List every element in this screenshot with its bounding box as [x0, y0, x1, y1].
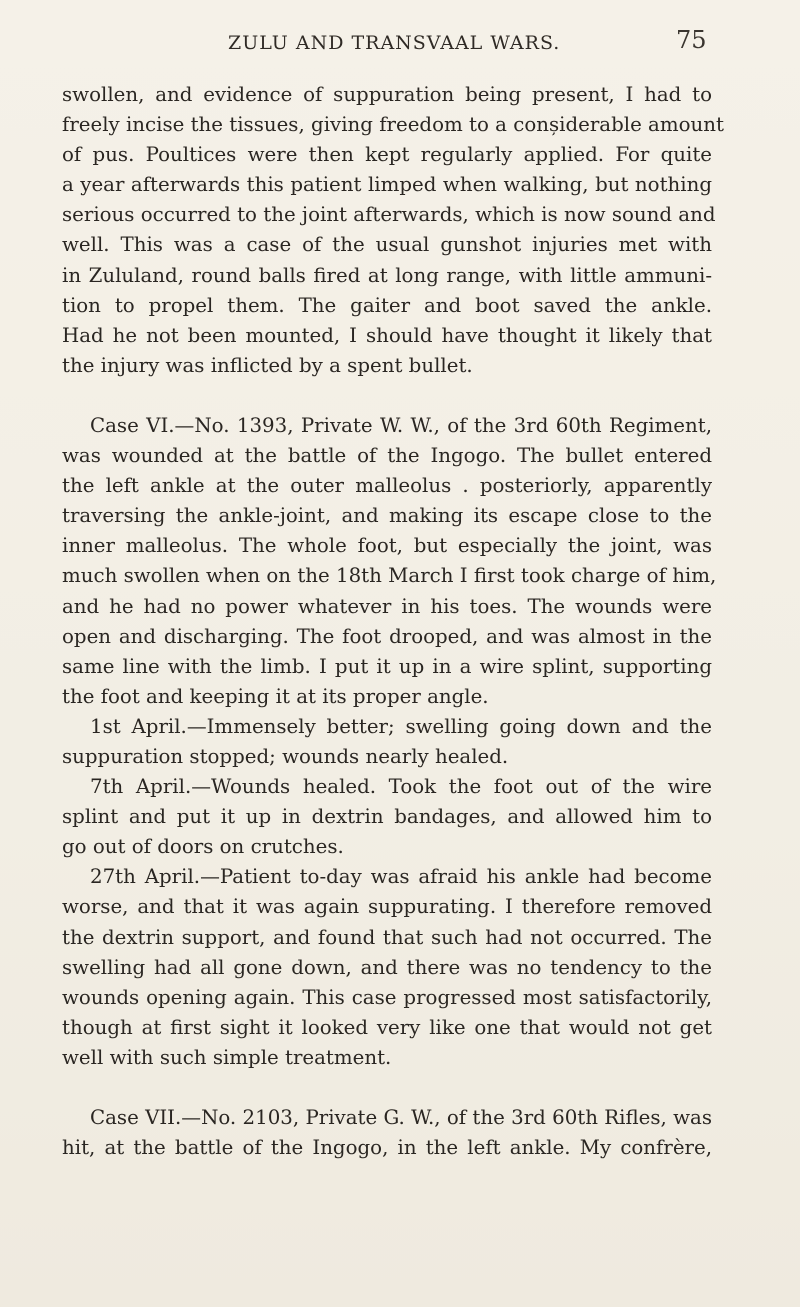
- text-line: suppuration stopped; wounds nearly healed.: [62, 744, 509, 768]
- text-line: 27th April.—Patient to-day was afraid his ankle had become: [90, 865, 712, 889]
- text-line: hit, at the battle of the Ingogo, in the left ankle. My confrère,: [62, 1136, 712, 1160]
- text-line: swollen, and evidence of suppuration being present, I had to: [62, 83, 712, 106]
- april-27-entry: [62, 862, 712, 1073]
- text-line: same line with the limb. I put it up in a wire splint, supporting: [62, 654, 712, 678]
- text-line: Case VI.—No. 1393, Private W. W., of the 3rd 60th Regiment,: [90, 413, 712, 437]
- text-line: though at first sight it looked very like one that would not get: [62, 1015, 712, 1039]
- text-line: much swollen when on the 18th March I first took charge of him,: [62, 564, 717, 588]
- running-head: ZULU AND TRANSVAAL WARS.: [228, 32, 561, 54]
- text-line: a year afterwards this patient limped when walking, but nothing: [62, 173, 712, 197]
- text-line: inner malleolus. The whole foot, but especially the joint, was: [62, 534, 712, 558]
- text-line: go out of doors on crutches.: [62, 835, 344, 859]
- text-line: wounds opening again. This case progressed most satisfactorily,: [62, 985, 712, 1009]
- text-line: 7th April.—Wounds healed. Took the foot out of the wire: [90, 775, 712, 799]
- text-line: tion to propel them. The gaiter and boot saved the ankle.: [62, 293, 712, 317]
- text-line: serious occurred to the joint afterwards, which is now sound and: [62, 203, 716, 227]
- april-1-entry: [62, 712, 712, 772]
- text-line: swelling had all gone down, and there was no tendency to the: [62, 955, 712, 979]
- text-line: of pus. Poultices were then kept regularly applied. For quite: [62, 143, 712, 167]
- text-line: splint and put it up in dextrin bandages, and allowed him to: [62, 805, 712, 829]
- text-line: well. This was a case of the usual gunshot injuries met with: [62, 233, 712, 257]
- text-line: was wounded at the battle of the Ingogo. The bullet entered: [62, 444, 712, 468]
- text-line: the foot and keeping it at its proper angle.: [62, 684, 489, 708]
- paragraph-gap: [62, 381, 712, 411]
- case-6-paragraph: [62, 411, 717, 712]
- text-line: 1st April.—Immensely better; swelling going down and the: [90, 714, 712, 738]
- text-line: well with such simple treatment.: [62, 1045, 392, 1069]
- april-7-entry: [62, 772, 712, 862]
- text-line: in Zululand, round balls fired at long range, with little ammuni-: [62, 263, 712, 287]
- text-line: worse, and that it was again suppurating. I therefore removed: [62, 895, 712, 919]
- text-line: open and discharging. The foot drooped, and was almost in the: [62, 624, 712, 648]
- text-line: and he had no power whatever in his toes. The wounds were: [62, 594, 712, 618]
- text-line: traversing the ankle-joint, and making its escape close to the: [62, 504, 712, 528]
- text-line: Case VII.—No. 2103, Private G. W., of the 3rd 60th Rifles, was: [90, 1106, 712, 1129]
- body-text: [62, 80, 724, 1163]
- paragraph-gap: [62, 1073, 712, 1103]
- page-number: 75: [676, 26, 707, 54]
- page-header: [0, 22, 800, 62]
- case-7-paragraph: [62, 1103, 712, 1163]
- text-line: freely incise the tissues, giving freedom to a conșiderable amount: [62, 113, 724, 137]
- text-line: the left ankle at the outer malleolus . posteriorly, apparently: [62, 474, 712, 498]
- text-line: Had he not been mounted, I should have thought it likely that: [62, 323, 712, 347]
- text-line: the dextrin support, and found that such had not occurred. The: [62, 925, 712, 949]
- paragraph-continuation: [62, 80, 724, 381]
- text-line: the injury was inflicted by a spent bullet.: [62, 353, 473, 377]
